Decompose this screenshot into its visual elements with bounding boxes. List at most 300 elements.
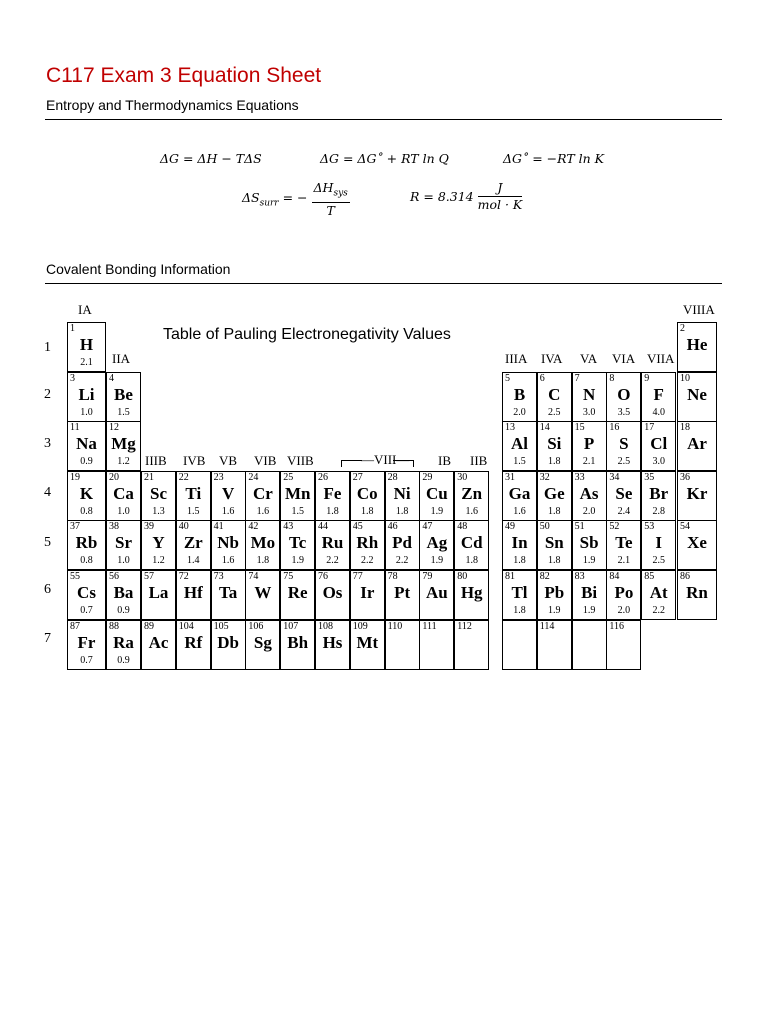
element-cell-ba [106, 570, 141, 620]
element-symbol: S [619, 434, 629, 453]
atomic-number: 57 [144, 571, 154, 582]
element-cell-as [572, 471, 607, 521]
atomic-number: 41 [213, 521, 224, 532]
atomic-number: 42 [248, 521, 259, 532]
element-symbol: He [686, 335, 708, 354]
element-cell-h [67, 322, 106, 372]
electronegativity-value: 1.0 [117, 506, 130, 517]
element-symbol: Au [426, 583, 448, 602]
element-cell-tl [502, 570, 537, 620]
element-cell-si [537, 421, 572, 471]
element-symbol: Bi [581, 583, 598, 602]
element-cell-hf [176, 570, 211, 620]
electronegativity-value: 2.4 [617, 506, 631, 517]
element-cell-ar [677, 421, 717, 471]
atomic-number: 20 [109, 472, 119, 483]
group-label-viia: VIIA [647, 351, 675, 366]
element-symbol: Pd [392, 533, 413, 552]
electronegativity-value: 0.9 [117, 655, 130, 666]
element-symbol: At [649, 583, 668, 602]
element-symbol: Os [322, 583, 343, 602]
dssurr-denominator: T [326, 202, 335, 218]
element-cell-sg [245, 620, 280, 670]
viii-dash-left: — [361, 452, 374, 467]
element-symbol: Hs [322, 633, 343, 652]
element-cell-p [572, 421, 607, 471]
element-symbol: Ac [148, 633, 169, 652]
atomic-number: 2 [680, 323, 685, 334]
atomic-number: 15 [574, 422, 585, 433]
element-cell [454, 620, 489, 670]
element-symbol: Xe [687, 533, 707, 552]
atomic-number: 46 [387, 521, 398, 532]
element-cell-se [606, 471, 641, 521]
element-symbol: Be [114, 385, 133, 404]
element-symbol: Hg [460, 583, 483, 602]
element-cell-rh [350, 520, 385, 570]
gibbs-k-equation: ΔG˚ = −RT ln K [503, 151, 605, 166]
element-cell-cd [454, 520, 489, 570]
atomic-number: 36 [680, 472, 690, 483]
electronegativity-value: 2.0 [617, 605, 631, 616]
element-cell-ra [106, 620, 141, 670]
element-cell [572, 620, 607, 670]
element-symbol: Mn [284, 484, 311, 503]
element-cell-ga [502, 471, 537, 521]
element-cell-ne [677, 372, 717, 422]
atomic-number: 104 [178, 621, 194, 632]
element-cell-sn [537, 520, 572, 570]
period-number: 4 [44, 485, 51, 500]
atomic-number: 37 [70, 521, 80, 532]
electronegativity-value: 1.5 [513, 456, 526, 467]
electronegativity-value: 2.0 [513, 407, 526, 418]
element-symbol: W [254, 583, 272, 602]
atomic-number: 21 [144, 472, 154, 483]
atomic-number: 38 [109, 521, 119, 532]
element-cell-bh [280, 620, 315, 670]
element-cell-i [641, 520, 676, 570]
element-symbol: Ag [426, 533, 448, 552]
electronegativity-value: 1.8 [256, 555, 270, 566]
periodic-table-title: Table of Pauling Electronegativity Values [163, 326, 451, 343]
element-cell-y [141, 520, 176, 570]
electronegativity-value: 2.5 [652, 555, 665, 566]
atomic-number: 17 [644, 422, 655, 433]
atomic-number: 111 [422, 621, 437, 632]
element-cell-hg [454, 570, 489, 620]
element-cell-re [280, 570, 315, 620]
atomic-number: 74 [248, 571, 259, 582]
atomic-number: 85 [644, 571, 655, 582]
atomic-number: 12 [109, 422, 119, 433]
electronegativity-value: 2.2 [395, 555, 409, 566]
section-heading-bonding: Covalent Bonding Information [46, 261, 231, 277]
element-cell-cl [641, 421, 676, 471]
element-symbol: Sg [253, 633, 272, 652]
element-cell-tc [280, 520, 315, 570]
electronegativity-value: 3.5 [617, 407, 631, 418]
electronegativity-value: 2.1 [617, 555, 631, 566]
element-cell-ni [385, 471, 420, 521]
electronegativity-value: 2.5 [548, 407, 561, 418]
atomic-number: 72 [178, 571, 189, 582]
electronegativity-value: 1.6 [221, 555, 235, 566]
element-symbol: Cu [426, 484, 448, 503]
element-symbol: Pt [394, 583, 411, 602]
atomic-number: 19 [70, 472, 80, 483]
element-cell-cs [67, 570, 106, 620]
element-symbol: Ne [687, 385, 707, 404]
element-cell-ca [106, 471, 141, 521]
atomic-number: 11 [70, 422, 80, 433]
element-cell [385, 620, 420, 670]
atomic-number: 39 [144, 521, 154, 532]
element-symbol: Te [615, 533, 633, 552]
atomic-number: 40 [178, 521, 189, 532]
atomic-number: 7 [574, 373, 580, 384]
element-cell-mn [280, 471, 315, 521]
element-symbol: P [583, 434, 595, 453]
element-cell-pd [385, 520, 420, 570]
element-cell-w [245, 570, 280, 620]
element-symbol: Zr [183, 533, 203, 552]
group-label-ib: IB [438, 453, 451, 468]
electronegativity-value: 1.8 [548, 456, 561, 467]
atomic-number: 18 [680, 422, 690, 433]
electronegativity-value: 1.6 [221, 506, 235, 517]
electronegativity-value: 1.9 [582, 605, 596, 616]
element-symbol: Mt [356, 633, 379, 652]
atomic-number: 73 [213, 571, 224, 582]
atomic-number: 107 [283, 621, 299, 632]
element-cell-n [572, 372, 607, 422]
atomic-number: 84 [609, 571, 620, 582]
atomic-number: 6 [539, 373, 545, 384]
element-cell-br [641, 471, 676, 521]
gas-constant-equation [410, 180, 522, 213]
atomic-number: 55 [70, 571, 80, 582]
atomic-number: 88 [109, 621, 119, 632]
electronegativity-value: 0.9 [80, 456, 93, 467]
atomic-number: 4 [109, 373, 114, 384]
atomic-number: 50 [539, 521, 550, 532]
element-cell-sb [572, 520, 607, 570]
atomic-number: 16 [609, 422, 620, 433]
group-label-ia: IA [78, 302, 92, 317]
electronegativity-value: 1.8 [513, 555, 526, 566]
atomic-number: 114 [539, 621, 555, 632]
atomic-number: 9 [644, 373, 650, 384]
atomic-number: 48 [457, 521, 468, 532]
element-symbol: K [79, 484, 94, 503]
electronegativity-value: 0.7 [80, 605, 93, 616]
element-symbol: Fr [77, 633, 96, 652]
element-cell-v [211, 471, 246, 521]
atomic-number: 30 [457, 472, 468, 483]
group-label-iia: IIA [112, 351, 131, 366]
element-cell-mg [106, 421, 141, 471]
section-divider [45, 283, 722, 284]
atomic-number: 80 [457, 571, 468, 582]
element-cell-li [67, 372, 106, 422]
atomic-number: 8 [609, 373, 615, 384]
element-symbol: Cs [77, 583, 96, 602]
element-cell-fe [315, 471, 350, 521]
element-symbol: Hf [183, 583, 203, 602]
period-number: 2 [44, 387, 51, 402]
atomic-number: 75 [283, 571, 294, 582]
element-cell-zn [454, 471, 489, 521]
element-symbol: Mo [250, 533, 276, 552]
atomic-number: 24 [248, 472, 259, 483]
atomic-number: 106 [248, 621, 264, 632]
element-symbol: O [617, 385, 631, 404]
electronegativity-value: 1.8 [361, 506, 374, 517]
element-cell [537, 620, 572, 670]
period-number: 7 [44, 631, 51, 646]
electronegativity-value: 2.8 [652, 506, 665, 517]
element-cell-al [502, 421, 537, 471]
viii-label-text: VIII [374, 452, 397, 467]
atomic-number: 109 [352, 621, 368, 632]
gibbs-equation: ΔG = ΔH − TΔS [160, 151, 262, 166]
element-cell-ge [537, 471, 572, 521]
electronegativity-value: 1.9 [291, 555, 304, 566]
electronegativity-value: 1.5 [187, 506, 200, 517]
atomic-number: 23 [213, 472, 224, 483]
element-symbol: Ir [360, 583, 375, 602]
electronegativity-value: 1.9 [548, 605, 561, 616]
element-symbol: H [79, 335, 94, 354]
element-symbol: B [513, 385, 526, 404]
atomic-number: 116 [609, 621, 625, 632]
element-symbol: In [511, 533, 528, 552]
element-symbol: Si [547, 434, 562, 453]
atomic-number: 51 [574, 521, 585, 532]
electronegativity-value: 2.1 [80, 357, 93, 368]
viii-dash-right: — [396, 452, 410, 467]
electronegativity-value: 3.0 [652, 456, 665, 467]
atomic-number: 45 [352, 521, 363, 532]
atomic-number: 82 [539, 571, 550, 582]
atomic-number: 22 [178, 472, 189, 483]
electronegativity-value: 4.0 [652, 407, 665, 418]
atomic-number: 1 [70, 323, 75, 334]
element-symbol: Na [76, 434, 97, 453]
element-symbol: Ga [508, 484, 531, 503]
group-label-viib: VIIB [287, 453, 314, 468]
element-symbol: Rb [75, 533, 98, 552]
section-heading-thermo: Entropy and Thermodynamics Equations [46, 97, 299, 113]
element-cell-fr [67, 620, 106, 670]
element-cell [419, 620, 454, 670]
element-symbol: Al [511, 434, 528, 453]
element-cell-ir [350, 570, 385, 620]
element-symbol: Kr [686, 484, 708, 503]
group-label-vb: VB [219, 453, 238, 468]
element-cell-po [606, 570, 641, 620]
element-symbol: Ra [113, 633, 134, 652]
electronegativity-value: 2.2 [326, 555, 339, 566]
element-symbol: Tc [289, 533, 307, 552]
atomic-number: 79 [422, 571, 433, 582]
element-cell-rn [677, 570, 717, 620]
atomic-number: 35 [644, 472, 655, 483]
element-symbol: Cd [460, 533, 483, 552]
group-label-iva: IVA [541, 351, 563, 366]
element-cell-in [502, 520, 537, 570]
element-symbol: Tl [511, 583, 528, 602]
atomic-number: 54 [680, 521, 690, 532]
element-cell-db [211, 620, 246, 670]
element-symbol: Po [614, 583, 634, 602]
period-number: 6 [44, 582, 51, 597]
element-symbol: Rn [686, 583, 708, 602]
element-cell-la [141, 570, 176, 620]
element-cell-at [641, 570, 676, 620]
atomic-number: 108 [318, 621, 333, 632]
dssurr-num-sub: sys [333, 188, 348, 199]
element-cell-bi [572, 570, 607, 620]
electronegativity-value: 0.7 [80, 655, 93, 666]
electronegativity-value: 1.8 [548, 506, 561, 517]
electronegativity-value: 1.4 [187, 555, 200, 566]
element-symbol: La [148, 583, 169, 602]
element-cell-ag [419, 520, 454, 570]
element-symbol: Ar [687, 434, 707, 453]
atomic-number: 47 [422, 521, 433, 532]
group-label-ivb: IVB [183, 453, 206, 468]
element-symbol: Pb [544, 583, 565, 602]
atomic-number: 32 [539, 472, 550, 483]
element-cell-te [606, 520, 641, 570]
electronegativity-value: 1.5 [291, 506, 304, 517]
atomic-number: 56 [109, 571, 119, 582]
electronegativity-value: 1.6 [513, 506, 526, 517]
atomic-number: 14 [539, 422, 550, 433]
electronegativity-value: 1.3 [152, 506, 165, 517]
atomic-number: 110 [387, 621, 403, 632]
atomic-number: 27 [352, 472, 363, 483]
element-symbol: N [582, 385, 596, 404]
entropy-surroundings-equation [242, 180, 350, 219]
element-symbol: I [655, 533, 662, 552]
element-cell-cr [245, 471, 280, 521]
electronegativity-value: 1.6 [256, 506, 270, 517]
element-cell-k [67, 471, 106, 521]
element-cell-au [419, 570, 454, 620]
element-cell-sc [141, 471, 176, 521]
element-symbol: C [548, 385, 561, 404]
electronegativity-value: 1.8 [465, 555, 478, 566]
element-symbol: Ca [113, 484, 134, 503]
atomic-number: 87 [70, 621, 80, 632]
atomic-number: 76 [318, 571, 328, 582]
atomic-number: 3 [70, 373, 75, 384]
electronegativity-value: 1.6 [465, 506, 478, 517]
element-symbol: Cr [252, 484, 273, 503]
element-cell-os [315, 570, 350, 620]
element-cell-mo [245, 520, 280, 570]
element-cell-cu [419, 471, 454, 521]
group-label-viii [361, 452, 409, 468]
dssurr-sub: surr [259, 198, 279, 209]
element-cell-be [106, 372, 141, 422]
element-cell-pt [385, 570, 420, 620]
viii-bracket-left [341, 460, 362, 467]
electronegativity-value: 1.0 [117, 555, 130, 566]
electronegativity-value: 1.9 [430, 506, 444, 517]
electronegativity-value: 1.8 [326, 506, 339, 517]
dssurr-eq: = − [278, 190, 308, 205]
group-label-iib: IIB [470, 453, 488, 468]
element-symbol: Sr [115, 533, 132, 552]
electronegativity-value: 2.5 [617, 456, 631, 467]
element-cell-sr [106, 520, 141, 570]
group-label-iiia: IIIA [505, 351, 528, 366]
electronegativity-value: 1.9 [430, 555, 444, 566]
atomic-number: 81 [505, 571, 515, 582]
element-cell-zr [176, 520, 211, 570]
group-label-vib: VIB [254, 453, 277, 468]
element-cell-nb [211, 520, 246, 570]
element-cell-ru [315, 520, 350, 570]
element-cell-c [537, 372, 572, 422]
element-symbol: Ni [393, 484, 411, 503]
electronegativity-value: 2.1 [582, 456, 596, 467]
element-symbol: Ti [185, 484, 202, 503]
element-symbol: Sn [544, 533, 564, 552]
atomic-number: 29 [422, 472, 433, 483]
atomic-number: 10 [680, 373, 690, 384]
atomic-number: 26 [318, 472, 328, 483]
electronegativity-value: 2.0 [582, 506, 596, 517]
element-cell-kr [677, 471, 717, 521]
element-symbol: Db [217, 633, 239, 652]
atomic-number: 49 [505, 521, 515, 532]
atomic-number: 78 [387, 571, 398, 582]
group-label-iiib: IIIB [145, 453, 167, 468]
atomic-number: 112 [457, 621, 472, 632]
viii-bracket-right [393, 460, 414, 467]
group-label-via: VIA [612, 351, 636, 366]
element-cell-f [641, 372, 676, 422]
element-cell-ti [176, 471, 211, 521]
atomic-number: 5 [505, 373, 510, 384]
period-number: 5 [44, 535, 51, 550]
element-cell-he [677, 322, 717, 372]
element-symbol: Ba [113, 583, 134, 602]
atomic-number: 28 [387, 472, 398, 483]
electronegativity-value: 1.2 [117, 456, 130, 467]
element-cell-s [606, 421, 641, 471]
section-divider [45, 119, 722, 120]
atomic-number: 86 [680, 571, 690, 582]
element-cell-rf [176, 620, 211, 670]
electronegativity-value: 0.8 [80, 506, 93, 517]
electronegativity-value: 0.9 [117, 605, 130, 616]
electronegativity-value: 1.8 [548, 555, 561, 566]
element-symbol: Zn [461, 484, 483, 503]
electronegativity-value: 3.0 [582, 407, 596, 418]
element-cell-b [502, 372, 537, 422]
atomic-number: 33 [574, 472, 585, 483]
electronegativity-value: 1.2 [152, 555, 165, 566]
element-symbol: Ta [218, 583, 238, 602]
element-symbol: Re [287, 583, 308, 602]
element-symbol: Bh [287, 633, 309, 652]
